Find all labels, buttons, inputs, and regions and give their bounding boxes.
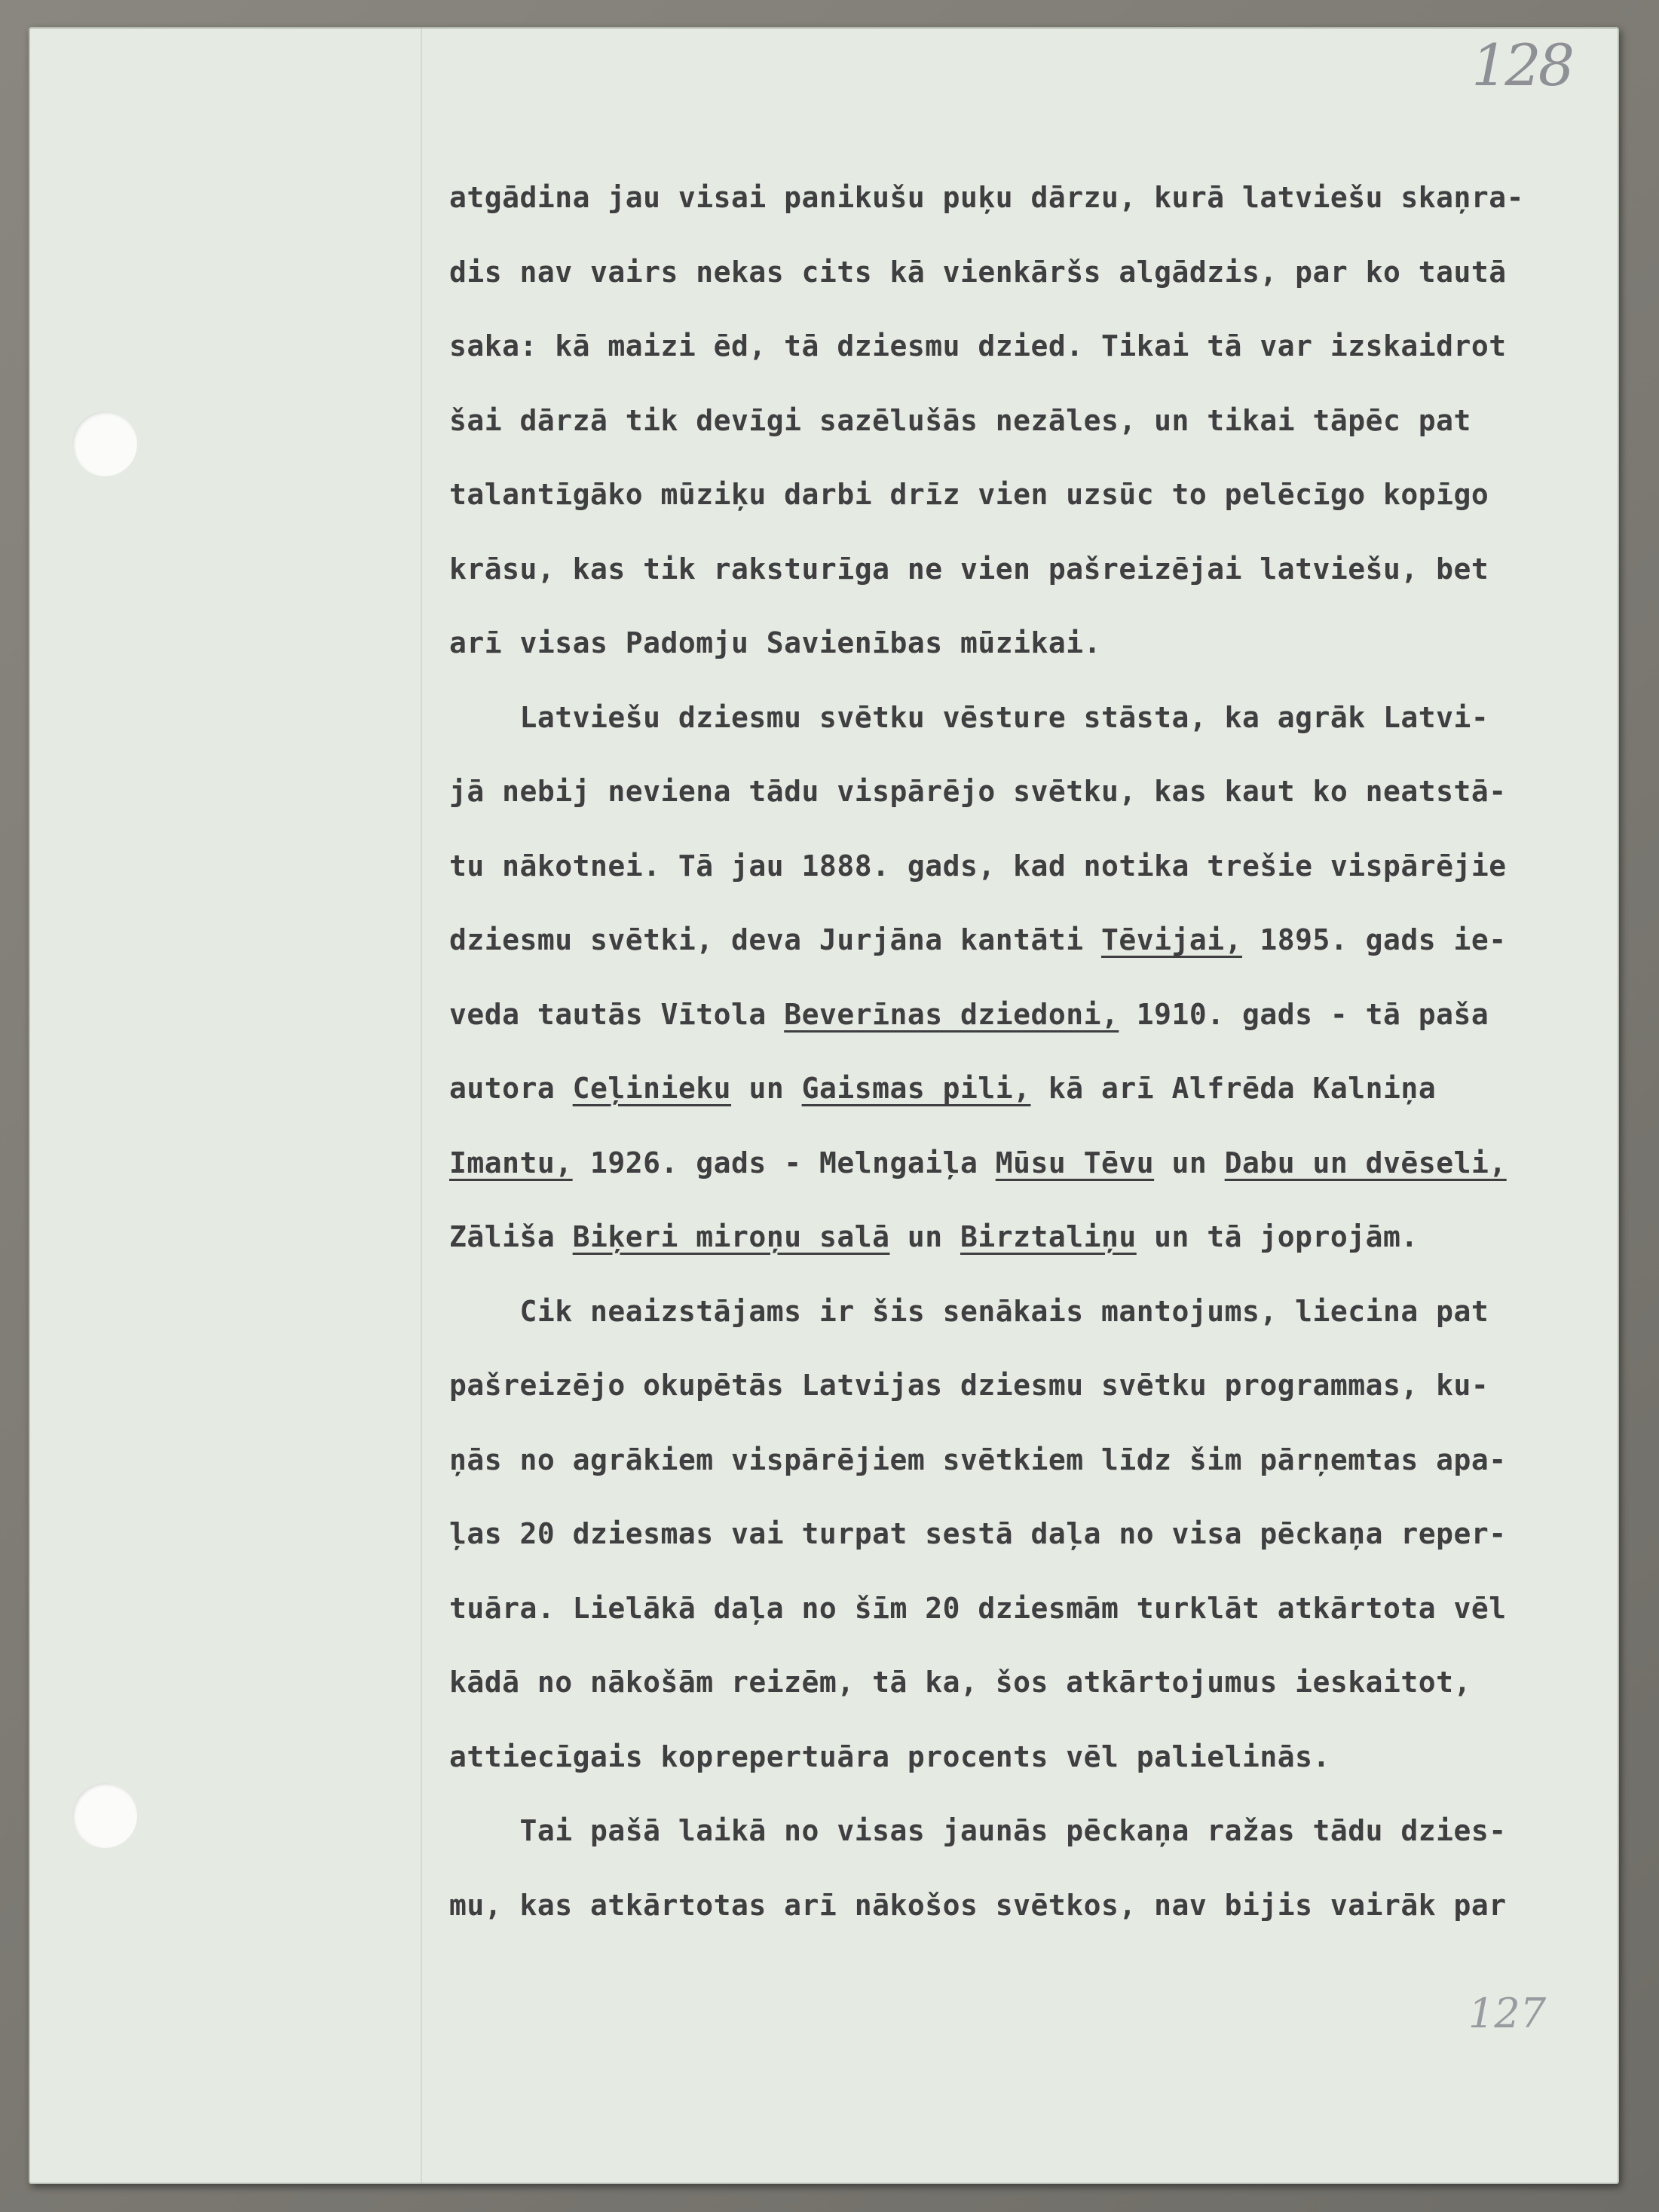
text-segment: pašreizējo okupētās Latvijas dziesmu svētku programmas, ku-: [449, 1369, 1489, 1402]
text-line: [449, 1511, 1602, 1586]
text-segment: autora: [449, 1072, 573, 1105]
text-line: [449, 992, 1602, 1066]
text-segment: atgādina jau visai panikušu puķu dārzu, kurā latviešu skaņra-: [449, 181, 1525, 214]
underlined-title: Imantu,: [449, 1146, 573, 1179]
text-segment: 1910. gads - tā paša: [1119, 997, 1489, 1031]
paper-crease: [421, 27, 422, 2184]
text-segment: saka: kā maizi ēd, tā dziesmu dzied. Tikai tā var izskaidrot: [449, 329, 1507, 363]
text-line: [449, 1586, 1602, 1660]
text-line: [449, 1660, 1602, 1734]
text-line: [449, 1289, 1602, 1363]
page-number-handwritten-bottom: 127: [1468, 1990, 1547, 2037]
text-line: [449, 398, 1602, 473]
text-line: [449, 546, 1602, 621]
text-segment: kā arī Alfrēda Kalniņa: [1030, 1072, 1437, 1105]
typewritten-body-text: [449, 175, 1602, 1957]
text-segment: 1926. gads - Melngaiļa: [572, 1146, 996, 1179]
text-segment: Zāliša: [449, 1220, 573, 1253]
text-line: [449, 1140, 1602, 1215]
text-line: [449, 1808, 1602, 1883]
text-line: [449, 175, 1602, 249]
text-segment: un: [731, 1072, 802, 1105]
text-segment: krāsu, kas tik raksturīga ne vien pašreizējai latviešu, bet: [449, 552, 1489, 586]
text-line: [449, 620, 1602, 695]
text-segment: un: [889, 1220, 960, 1253]
text-line: [449, 1214, 1602, 1289]
text-line: [449, 1734, 1602, 1809]
text-segment: tuāra. Lielākā daļa no šīm 20 dziesmām turklāt atkārtota vēl: [449, 1591, 1507, 1625]
text-segment: dis nav vairs nekas cits kā vienkāršs algādzis, par ko tautā: [449, 255, 1507, 289]
text-segment: mu, kas atkārtotas arī nākošos svētkos, nav bijis vairāk par: [449, 1888, 1507, 1922]
underlined-title: Biķeri miroņu salā: [572, 1220, 890, 1253]
underlined-title: Beverīnas dziedoni,: [784, 997, 1119, 1031]
text-segment: tu nākotnei. Tā jau 1888. gads, kad notika trešie vispārējie: [449, 849, 1507, 883]
underlined-title: Gaismas pili,: [801, 1072, 1031, 1105]
text-line: [449, 249, 1602, 324]
text-line: [449, 1437, 1602, 1512]
text-line: [449, 917, 1602, 992]
text-segment: Latviešu dziesmu svētku vēsture stāsta, ka agrāk Latvi-: [449, 700, 1489, 734]
text-line: [449, 769, 1602, 843]
text-segment: attiecīgais koprepertuāra procents vēl palielinās.: [449, 1739, 1330, 1773]
text-segment: Tai pašā laikā no visas jaunās pēckaņa ražas tādu dzies-: [449, 1814, 1507, 1847]
underlined-title: Mūsu Tēvu: [995, 1146, 1155, 1179]
text-segment: Cik neaizstājams ir šis senākais mantojums, liecina pat: [449, 1294, 1489, 1328]
text-line: [449, 1066, 1602, 1140]
text-segment: un: [1154, 1146, 1225, 1179]
text-line: [449, 843, 1602, 918]
punch-hole-bottom: [72, 1783, 137, 1848]
text-segment: jā nebij neviena tādu vispārējo svētku, kas kaut ko neatstā-: [449, 775, 1507, 808]
text-line: [449, 695, 1602, 769]
text-segment: veda tautās Vītola: [449, 997, 785, 1031]
underlined-title: Ceļinieku: [572, 1072, 732, 1105]
text-segment: kādā no nākošām reizēm, tā ka, šos atkārtojumus ieskaitot,: [449, 1666, 1471, 1699]
text-line: [449, 323, 1602, 398]
text-segment: dziesmu svētki, deva Jurjāna kantāti: [449, 923, 1101, 956]
underlined-title: Birztaliņu: [960, 1220, 1137, 1253]
text-segment: šai dārzā tik devīgi sazēlušās nezāles, un tikai tāpēc pat: [449, 403, 1471, 437]
text-line: [449, 1363, 1602, 1437]
page-number-handwritten-top: 128: [1471, 32, 1572, 99]
underlined-title: Dabu un dvēseli,: [1224, 1146, 1507, 1179]
text-line: [449, 472, 1602, 546]
text-segment: arī visas Padomju Savienības mūzikai.: [449, 626, 1101, 659]
text-segment: un tā joprojām.: [1136, 1220, 1419, 1253]
text-segment: 1895. gads ie-: [1242, 923, 1507, 956]
text-segment: ļas 20 dziesmas vai turpat sestā daļa no visa pēckaņa reper-: [449, 1517, 1507, 1550]
text-segment: talantīgāko mūziķu darbi drīz vien uzsūc to pelēcīgo kopīgo: [449, 478, 1489, 511]
text-line: [449, 1883, 1602, 1957]
text-segment: ņās no agrākiem vispārējiem svētkiem līdz šim pārņemtas apa-: [449, 1443, 1507, 1476]
punch-hole-top: [72, 411, 137, 476]
underlined-title: Tēvijai,: [1100, 923, 1243, 956]
